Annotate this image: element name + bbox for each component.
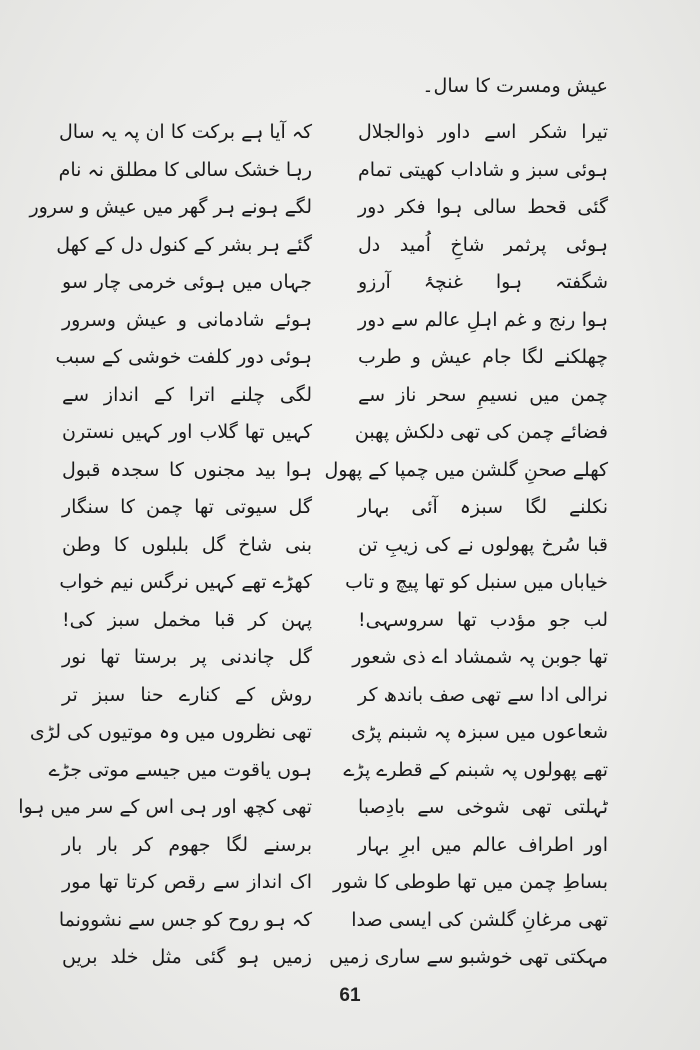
right-column-verse-line: کھلے صحنِ گلشن میں چمپا کے پھول — [324, 458, 608, 481]
left-column-verse-line: اک انداز سے رقص کرتا تھا مور — [62, 871, 312, 893]
right-column-verse-line: تیرا شکر اسے داور ذوالجلال — [358, 121, 608, 143]
left-column-verse-line: پہن کر قبا مخمل سبز کی! — [62, 608, 312, 631]
right-column-verse-line: شگفتہ ہوا غنچۂ آرزو — [358, 271, 608, 293]
right-column-verse-line: بساطِ چمن میں تھا طوطی کا شور — [333, 871, 608, 893]
left-column-verse-line: کہ آیا ہے برکت کا ان پہ یہ سال — [58, 121, 312, 143]
left-column-verse-line: ہوا بید مجنوں کا سجدہ قبول — [62, 458, 312, 481]
right-column-verse-line: چھلکنے لگا جام عیش و طرب — [358, 346, 608, 368]
left-column-verse-line: بنی شاخ گل بلبلوں کا وطن — [62, 533, 312, 556]
left-column-verse-line: ہوئی دور کلفت خوشی کے سبب — [55, 346, 312, 368]
left-column-verse-line: رہا خشک سالی کا مطلق نہ نام — [58, 158, 312, 181]
left-column-verse-line: روش کے کنارے حنا سبز تر — [62, 683, 312, 706]
right-column-verse-line: چمن میں نسیمِ سحر ناز سے — [358, 383, 608, 406]
left-column — [18, 114, 312, 977]
left-column-verse-line: برسنے لگا جھوم کر بار بار — [62, 833, 312, 856]
poem-heading: عیش ومسرت کا سال۔ — [422, 75, 608, 97]
right-column-verse-line: ہوئی پرثمر شاخِ اُمید دل — [358, 233, 608, 256]
left-column-verse-line: ہوں یاقوت میں جیسے موتی جڑے — [48, 758, 312, 781]
right-column-verse-line: شعاعوں میں سبزہ پہ شبنم پڑی — [351, 721, 608, 743]
right-column-verse-line: فضائے چمن کی تھی دلکش پھبن — [354, 421, 608, 443]
right-column-verse-line: ٹہلتی تھی شوخی سے بادِصبا — [358, 796, 608, 818]
right-column-verse-line: تھا جوبن پہ شمشاد اے ذی شعور — [352, 646, 608, 668]
right-column-verse-line: تھی مرغانِ گلشن کی ایسی صدا — [351, 908, 608, 931]
left-column-verse-line: تھی نظروں میں وہ موتیوں کی لڑی — [29, 721, 312, 743]
right-column-verse-line: لب جو مؤدب تھا سروسہی! — [358, 608, 608, 631]
page-number: 61 — [339, 985, 361, 1006]
left-column-verse-line: لگے ہونے ہر گھر میں عیش و سرور — [29, 196, 312, 218]
left-column-verse-line: گل چاندنی پر برستا تھا نور — [62, 646, 312, 668]
left-column-verse-line: لگی چلنے اترا کے انداز سے — [62, 383, 312, 406]
right-column-verse-line: نرالی ادا سے تھی صف باندھ کر — [358, 683, 608, 706]
right-column-verse-line: قبا سُرخ پھولوں نے کی زیبِ تن — [358, 533, 608, 556]
left-column-verse-line: گل سیوتی تھا چمن کا سنگار — [62, 496, 312, 518]
right-column-verse-line: ہوئی سبز و شاداب کھیتی تمام — [358, 158, 608, 181]
right-column-verse-line: مہکتی تھی خوشبو سے ساری زمیں — [329, 946, 608, 968]
right-column-verse-line: ہوا رنج و غم اہلِ عالم سے دور — [358, 308, 608, 331]
right-column-verse-line: خیاباں میں سنبل کو تھا پیچ و تاب — [345, 571, 608, 593]
left-column-verse-line: تھی کچھ اور ہی اس کے سر میں ہوا — [18, 796, 312, 818]
right-column-verse-line: تھے پھولوں پہ شبنم کے قطرے پڑے — [343, 758, 608, 781]
left-column-verse-line: جہاں میں ہوئی خرمی چار سو — [62, 271, 312, 293]
left-column-verse-line: کہیں تھا گلاب اور کہیں نسترن — [62, 421, 312, 443]
left-column-verse-line: کھڑے تھے کہیں نرگس نیم خواب — [59, 571, 312, 593]
right-column-verse-line: اور اطراف عالم میں ابرِ بہار — [358, 833, 608, 856]
left-column-verse-line: گئے ہر بشر کے کنول دل کے کھل — [56, 233, 312, 256]
left-column-verse-line: کہ ہو روح کو جس سے نشوونما — [58, 908, 312, 931]
right-column — [324, 114, 608, 977]
right-column-verse-line: گئی قحط سالی ہوا فکر دور — [358, 196, 608, 218]
left-column-verse-line: زمیں ہو گئی مثل خلد بریں — [62, 946, 312, 968]
right-column-verse-line: نکلنے لگا سبزہ آئی بہار — [358, 496, 608, 518]
left-column-verse-line: ہوئے شادمانی و عیش وسرور — [62, 308, 312, 331]
